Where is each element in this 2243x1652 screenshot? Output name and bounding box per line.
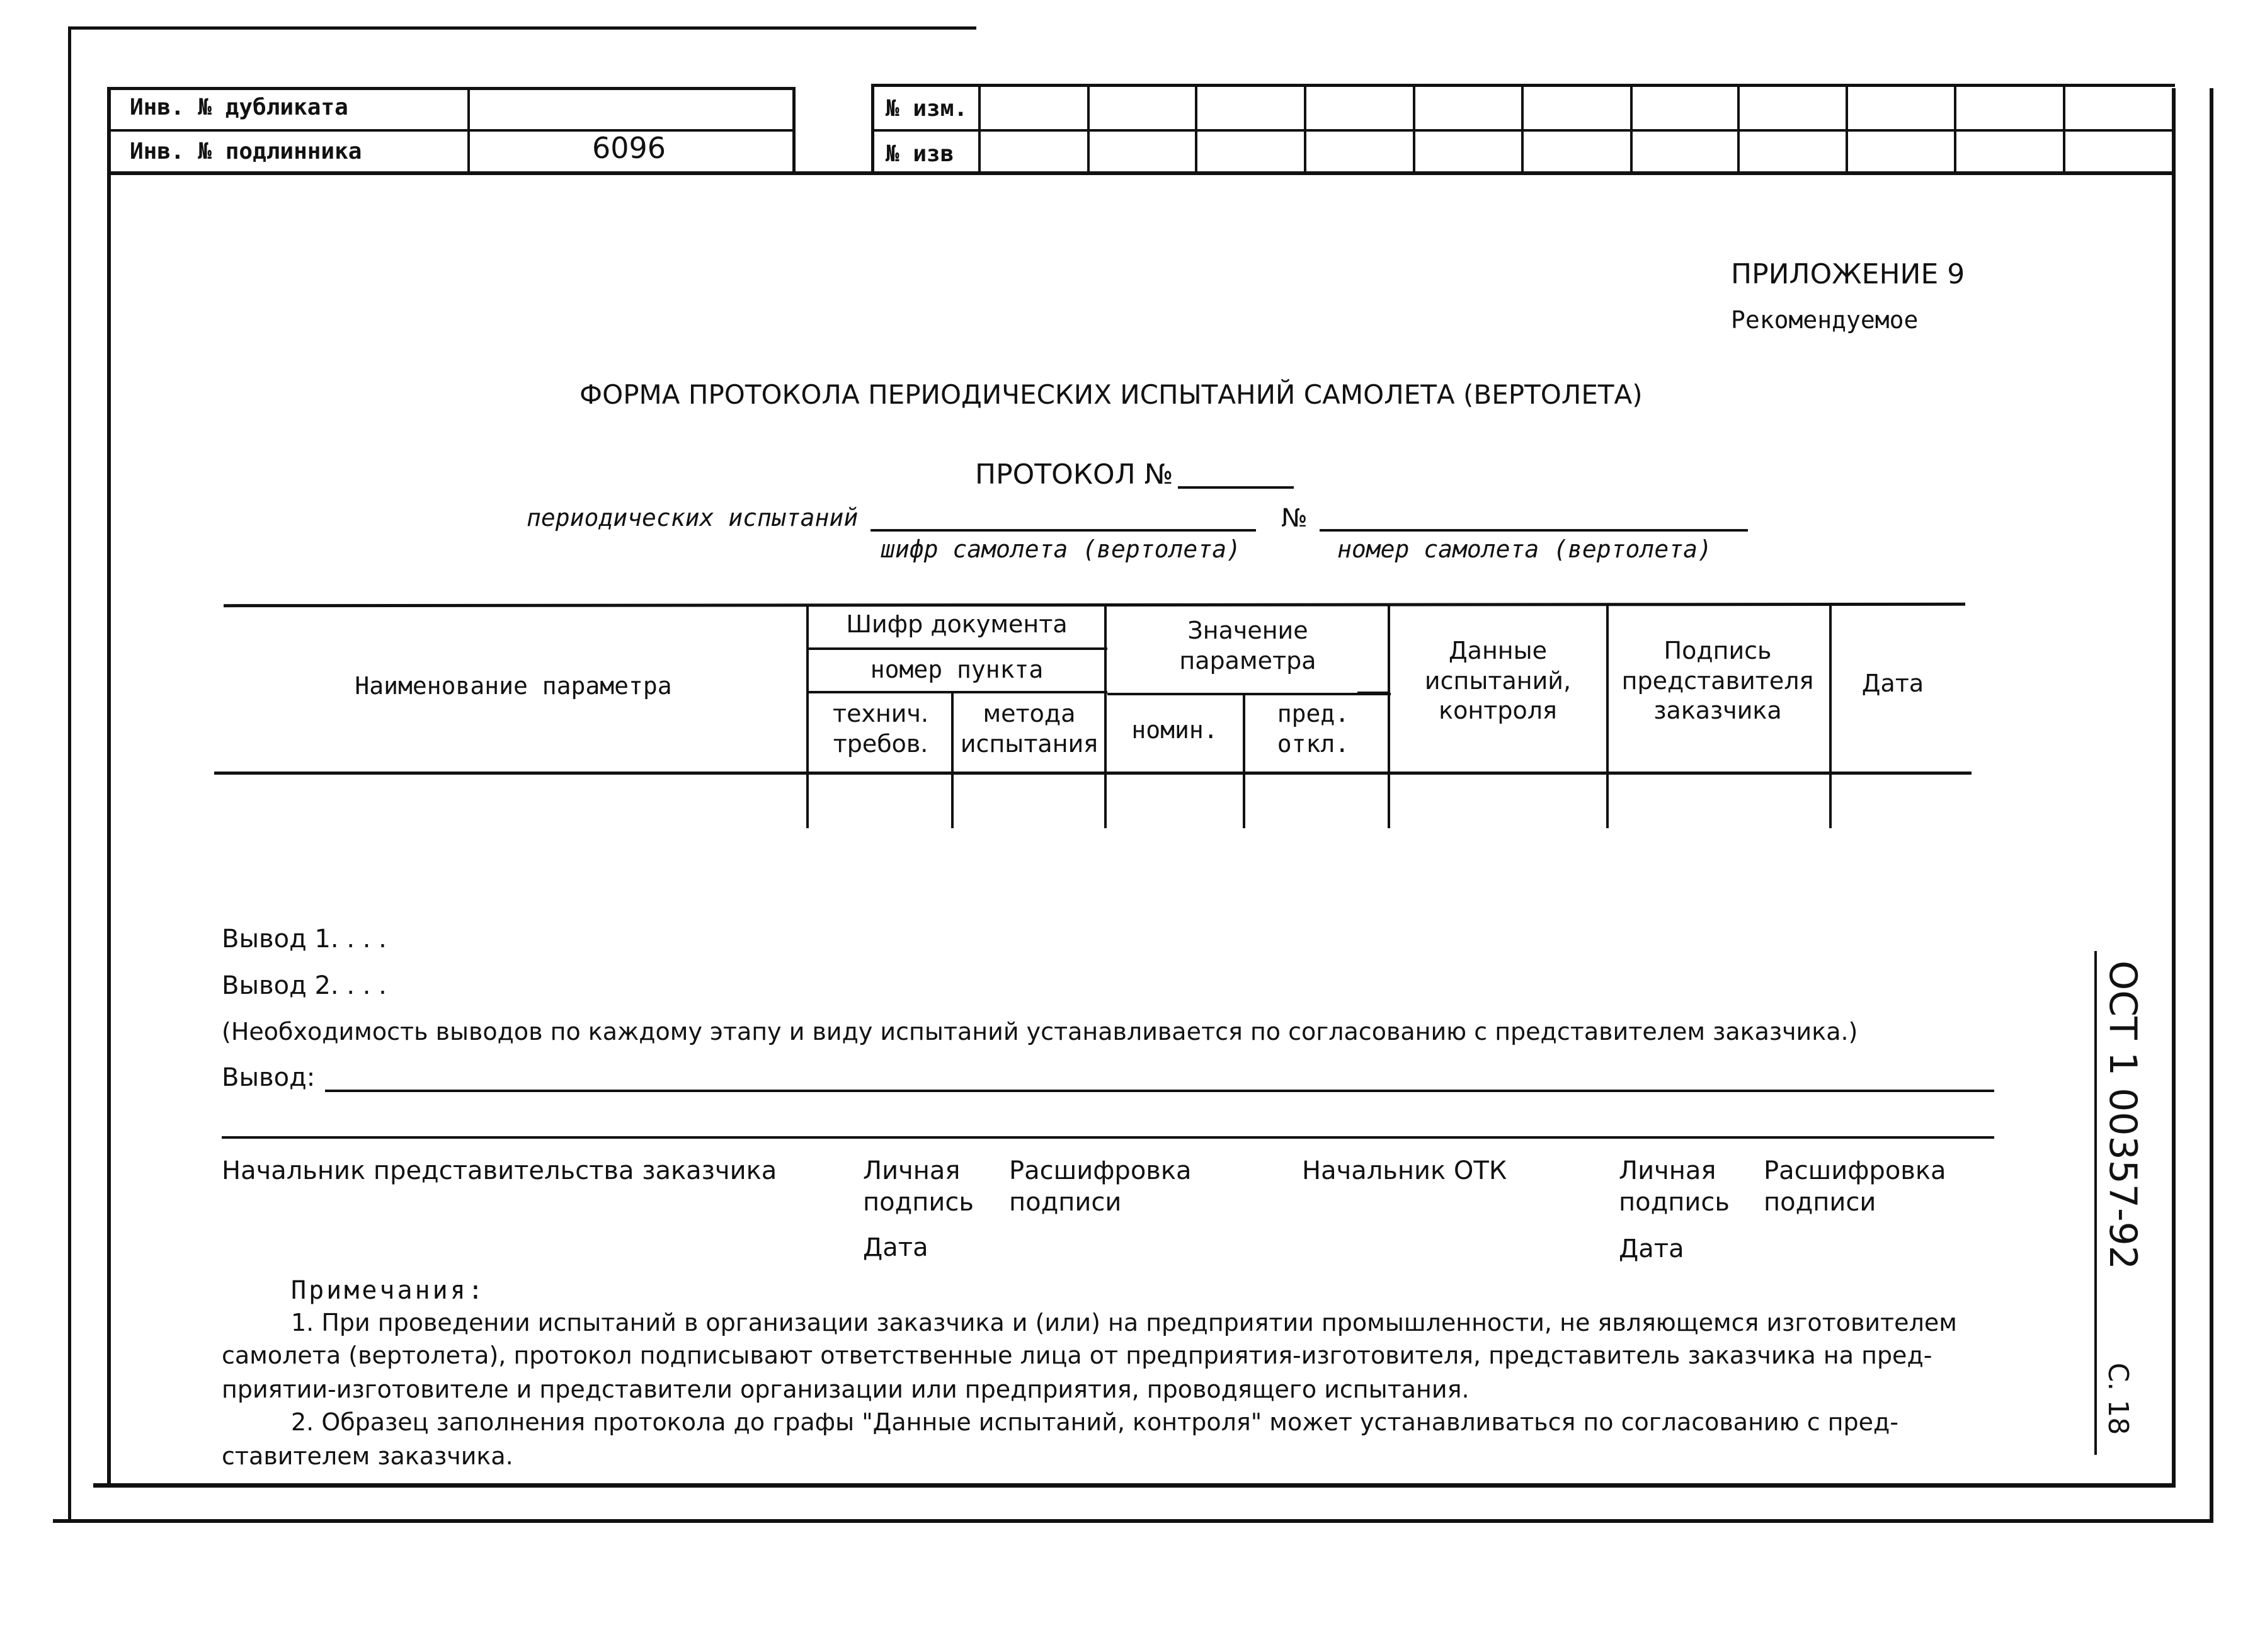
header-param-name: Наименование параметра [355, 672, 672, 700]
header-deviation: пред. откл. [1277, 700, 1350, 758]
outer-frame-bottom [53, 1519, 2213, 1523]
header-test-data: Данные испытаний, контроля [1424, 637, 1572, 724]
protocol-number-blank [1178, 486, 1294, 489]
header-doc-cipher: Шифр документа [846, 610, 1068, 638]
number-sign: № [1281, 504, 1308, 533]
personal-sig-2: Личная подпись [1619, 1156, 1730, 1217]
chief-otk-label: Начальник ОТК [1302, 1156, 1507, 1185]
form-title: ФОРМА ПРОТОКОЛА ПЕРИОДИЧЕСКИХ ИСПЫТАНИЙ САМОЛЕТА (ВЕРТОЛЕТА) [579, 379, 1643, 410]
header-signature: Подпись представителя заказчика [1621, 637, 1814, 724]
date-1: Дата [863, 1233, 928, 1262]
header-item-number: номер пункта [870, 656, 1044, 683]
orig-value: 6096 [592, 131, 666, 165]
header-nominal: номин. [1131, 716, 1218, 744]
note-1-line-3: приятии-изготовителе и представители организации или предприятия, проводящего испытания. [222, 1376, 1470, 1403]
periodic-label: периодических испытаний [527, 504, 859, 532]
appendix-title: ПРИЛОЖЕНИЕ 9 [1731, 258, 1965, 290]
notes-heading: Примечания: [291, 1276, 486, 1305]
note-2-line-2: ставителем заказчика. [222, 1442, 513, 1470]
header-param-value: Значение параметра [1179, 617, 1316, 675]
date-2: Дата [1619, 1234, 1684, 1263]
conclusion-necessity: (Необходимость выводов по каждому этапу и виду испытаний устанавливается по согласованию с представителем заказчика.) [222, 1018, 1858, 1045]
header-test-method: метода испытания [960, 700, 1099, 758]
conclusion-2: Вывод 2. . . . [222, 971, 387, 1000]
personal-sig-1: Личная подпись [863, 1156, 974, 1217]
chief-customer-label: Начальник представительства заказчика [222, 1156, 777, 1185]
inner-frame-right [2172, 88, 2176, 1488]
outer-frame-right [2210, 88, 2213, 1522]
orig-label: Инв. № подлинника [130, 139, 362, 164]
appendix-subtitle: Рекомендуемое [1731, 306, 1919, 334]
dup-label: Инв. № дубликата [130, 94, 348, 120]
side-divider [2094, 951, 2097, 1455]
conclusion-final-blank [325, 1090, 1994, 1092]
inner-frame-bottom [93, 1483, 2176, 1488]
decode-1: Расшифровка подписи [1009, 1156, 1192, 1217]
conclusion-final-label: Вывод: [222, 1063, 316, 1092]
number-caption: номер самолета (вертолета) [1337, 535, 1712, 563]
inner-frame-left [107, 88, 111, 1486]
note-2-line-1: 2. Образец заполнения протокола до графы "Данные испытаний, контроля" может устанавливаться по согласованию с пред- [291, 1408, 1898, 1436]
note-1-line-1: 1. При проведении испытаний в организации заказчика и (или) на предприятии промышленности, не являющемся изготовителем [291, 1309, 1957, 1336]
protocol-label: ПРОТОКОЛ № [975, 459, 1173, 491]
conclusion-second-blank [222, 1136, 1994, 1139]
izm-label: № изм. [886, 96, 968, 122]
outer-frame-left [68, 26, 71, 1522]
aircraft-number-blank [1320, 529, 1748, 532]
decode-2: Расшифровка подписи [1764, 1156, 1946, 1217]
cipher-caption: шифр самолета (вертолета) [881, 535, 1241, 563]
cipher-blank [870, 529, 1256, 532]
standard-number: ОСТ 1 00357-92 [2101, 960, 2145, 1270]
header-date: Дата [1861, 669, 1924, 697]
izv-label: № изв [886, 141, 954, 167]
page-number: С. 18 [2102, 1362, 2134, 1435]
note-1-line-2: самолета (вертолета), протокол подписывают ответственные лица от предприятия-изготовителя, представитель заказчика на пред- [222, 1342, 1932, 1369]
outer-frame-top [69, 26, 976, 30]
conclusion-1: Вывод 1. . . . [222, 925, 387, 954]
inner-frame-top [107, 171, 2176, 175]
header-tech-req: технич. требов. [832, 700, 929, 758]
